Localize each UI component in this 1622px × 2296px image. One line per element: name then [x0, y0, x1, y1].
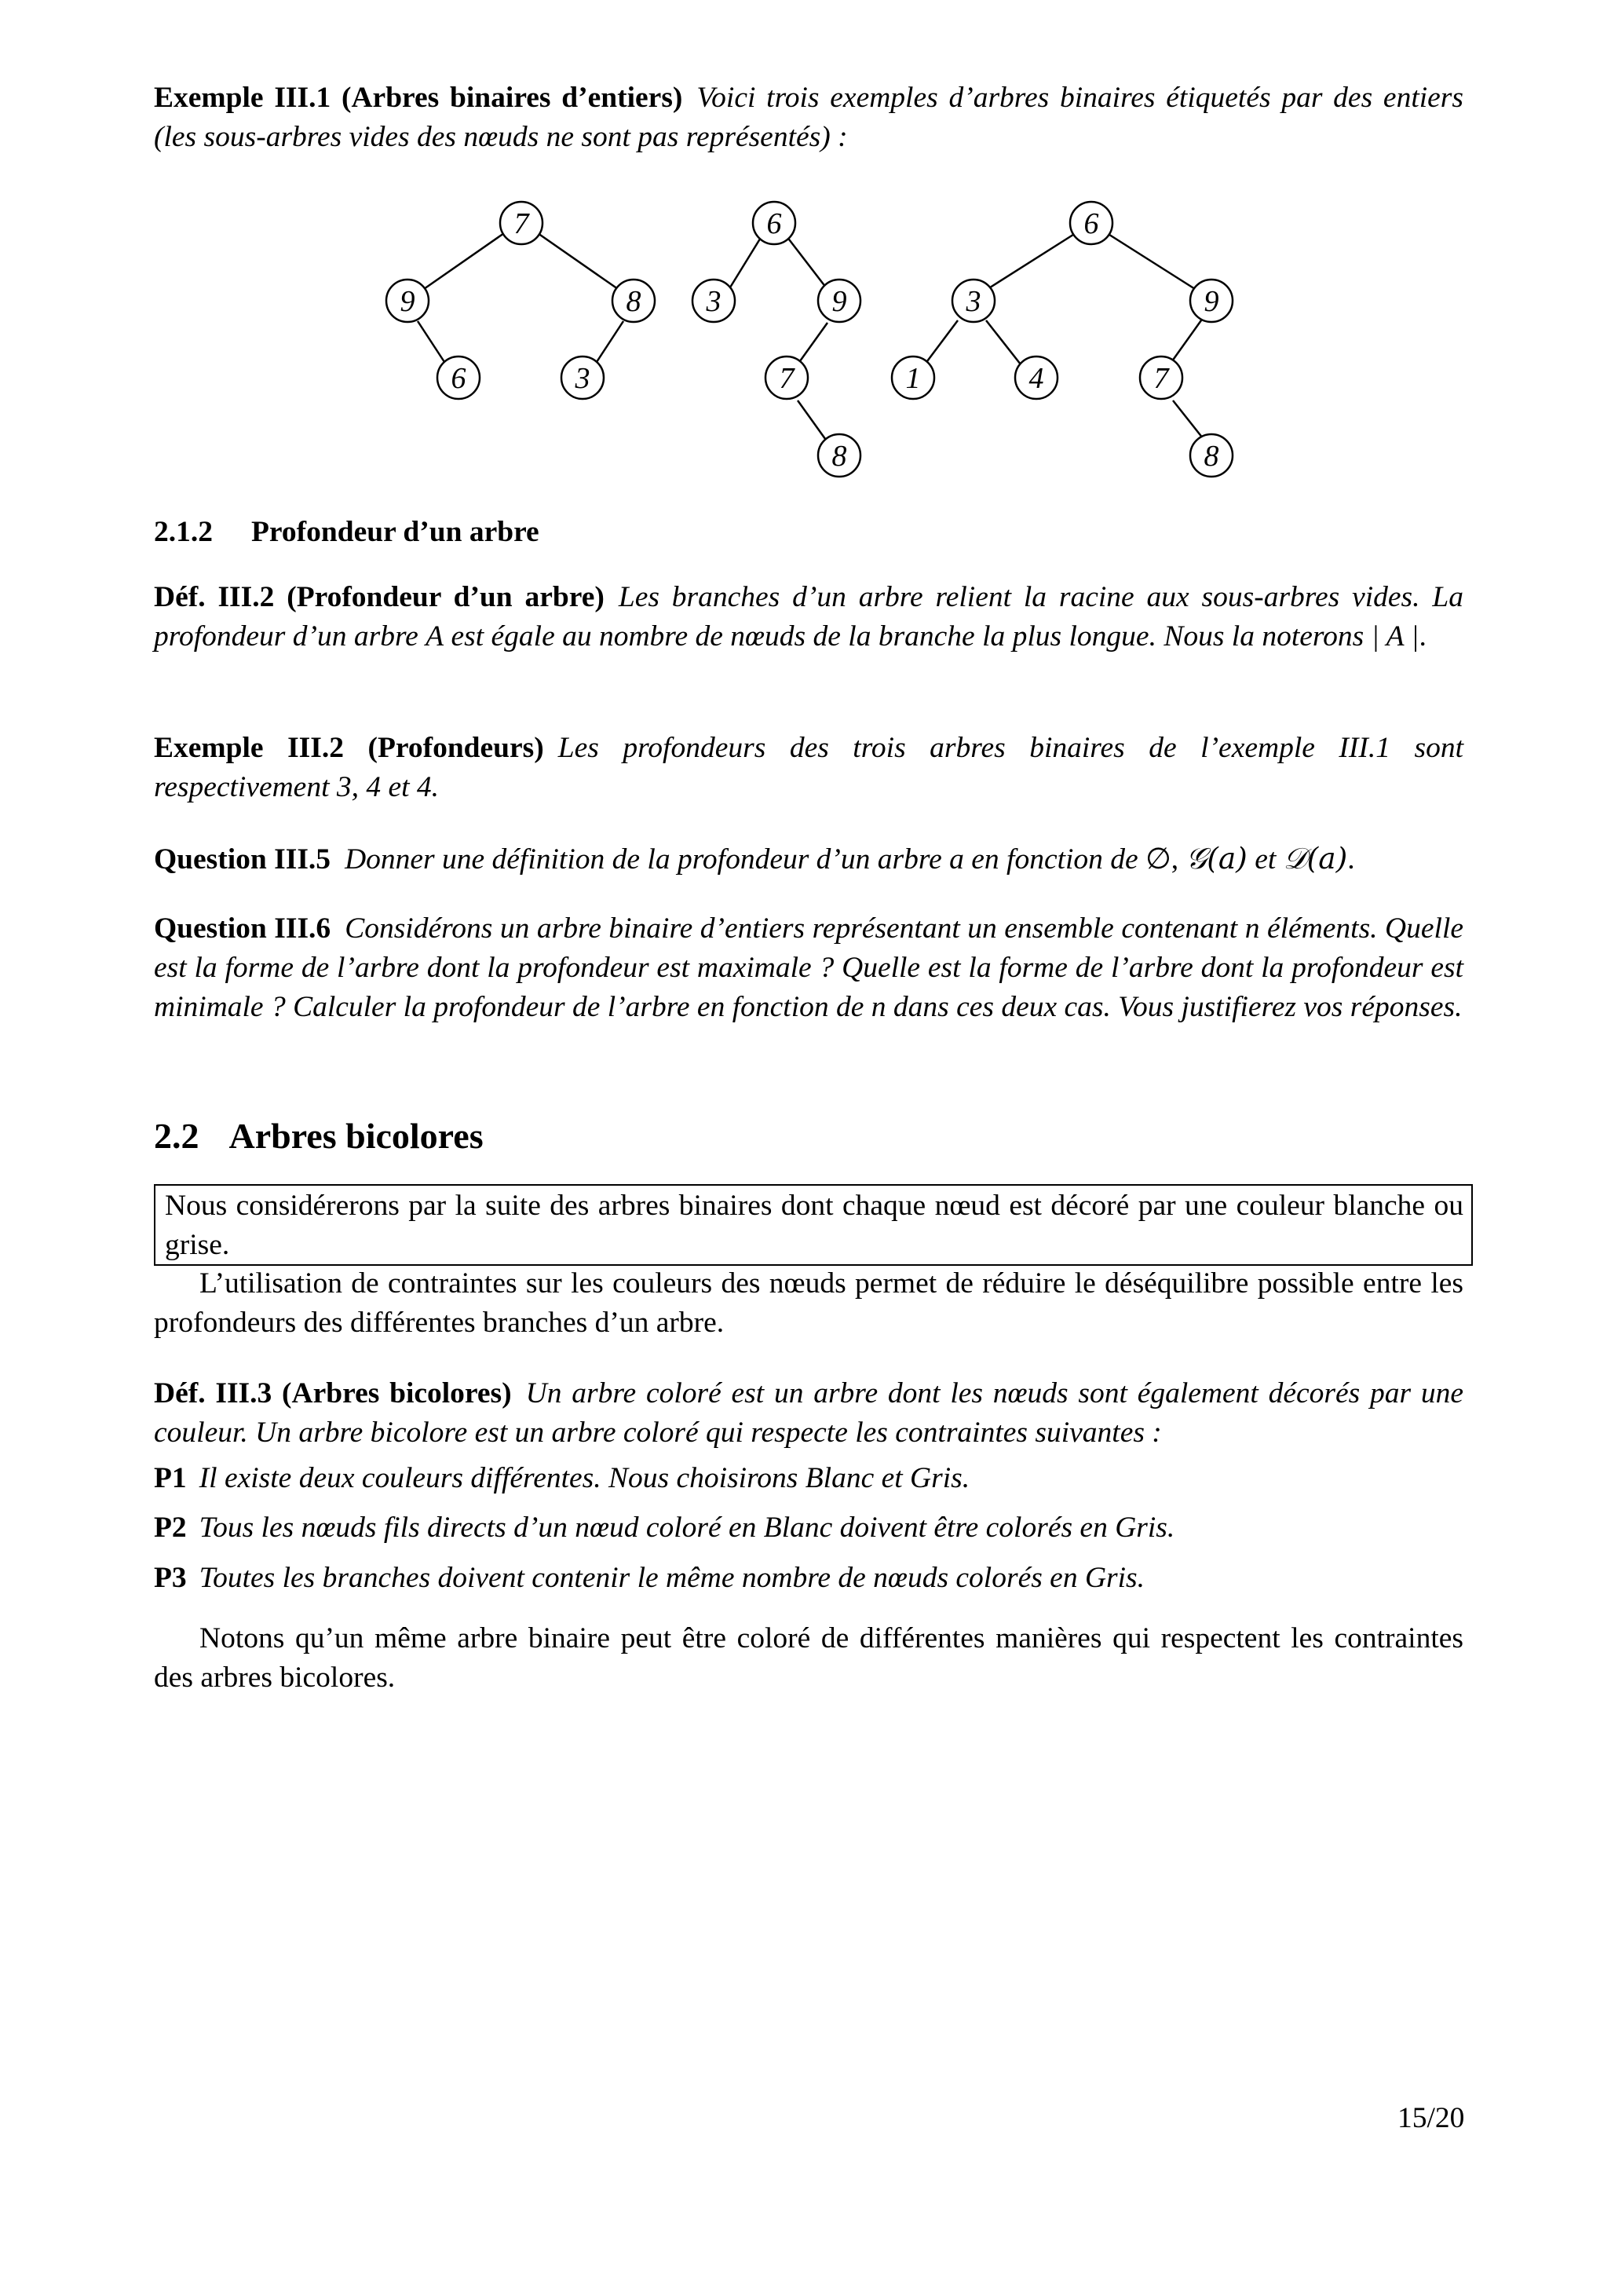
empty-set-symbol: ∅: [1145, 843, 1171, 876]
question-5-end: .: [1347, 843, 1355, 876]
tree1-node-label: 9: [400, 285, 415, 318]
tree3-edge: [986, 320, 1021, 364]
example-2-text: Les profondeurs des trois arbres binaires de l’exemple III.1 sont respectivement 3, 4 et 4.: [154, 732, 1463, 803]
property-label: P2: [154, 1512, 187, 1544]
property-text: Toutes les branches doivent contenir le même nombre de nœuds colorés en Gris.: [199, 1562, 1145, 1594]
question-5-sep: ,: [1171, 843, 1179, 876]
tree2-node-label: 7: [779, 362, 795, 395]
tree3-edge: [1107, 233, 1195, 289]
binary-trees-figure: [0, 0, 1622, 503]
question-6-paragraph: [154, 909, 1463, 1027]
tree2-node-label: 6: [766, 207, 782, 240]
tree3-node-label: 6: [1083, 207, 1099, 240]
question-5-label: Question III.5: [154, 843, 331, 876]
tree2-edge: [730, 236, 762, 287]
tree1-edge: [595, 321, 623, 364]
property-text: Tous les nœuds fils directs d’un nœud coloré en Blanc doivent être colorés en Gris.: [199, 1512, 1175, 1544]
example-2-label: Exemple III.2 (Profondeurs): [154, 732, 544, 764]
tree2-edge: [798, 400, 827, 442]
tree2-edge: [798, 323, 827, 364]
definition-2-end: .: [1419, 620, 1427, 653]
question-5-var: a: [949, 843, 964, 876]
page-number: 15/20: [1397, 2102, 1465, 2134]
tree1-node-label: 6: [451, 362, 466, 395]
example-2-paragraph: [154, 729, 1463, 807]
subsection-number: 2.1.2: [154, 516, 213, 548]
question-5-text-a: Donner une définition de la profondeur d’un arbre: [345, 843, 942, 876]
subsection-heading: [154, 515, 539, 549]
tree3-node-label: 3: [966, 285, 981, 318]
property-label: P3: [154, 1562, 187, 1594]
question-5-paragraph: [154, 839, 1463, 879]
definition-3-label: Déf. III.3 (Arbres bicolores): [154, 1377, 512, 1409]
constraints-paragraph: L’utilisation de contraintes sur les couleurs des nœuds permet de réduire le déséquilibre possible entre les profondeurs des différentes branches d’un arbre.: [154, 1267, 1463, 1339]
tree2-node-label: 3: [706, 285, 721, 318]
example-1-text: Voici trois exemples d’arbres binaires étiquetés par des entiers (les sous-arbres vides des nœuds ne sont pas représentés) :: [154, 82, 1463, 153]
tree3-edge: [1173, 400, 1206, 442]
definition-2-text-b: est égale au nombre de nœuds de la branche la plus longue. Nous la noterons: [451, 620, 1364, 653]
subsection-title: Profondeur d’un arbre: [251, 516, 539, 548]
question-6-label: Question III.6: [154, 912, 331, 945]
section-number: 2.2: [154, 1116, 199, 1156]
tree1-node-label: 7: [513, 207, 529, 240]
definition-2-paragraph: [154, 578, 1463, 656]
tree3-edge: [1170, 320, 1201, 364]
section-title: Arbres bicolores: [228, 1116, 484, 1156]
tree3-edge: [988, 233, 1076, 289]
question-5-et: et: [1255, 843, 1277, 876]
definition-2-label: Déf. III.2 (Profondeur d’un arbre): [154, 581, 605, 613]
definition-2-var: A: [426, 620, 444, 653]
property-item: [154, 1559, 1145, 1598]
property-text: Il existe deux couleurs différentes. Nous choisirons Blanc et Gris.: [199, 1462, 970, 1494]
depth-notation: | A |: [1371, 620, 1419, 653]
tree1-edge: [418, 321, 446, 364]
definition-3-paragraph: [154, 1374, 1463, 1453]
definition-2-text-a: Les branches d’un arbre relient la racine aux sous-arbres vides. La profondeur d’un arbre: [154, 581, 1463, 653]
tree3-node-label: 1: [905, 362, 921, 395]
tree3-edge: [925, 320, 958, 364]
tree3-node-label: 7: [1153, 362, 1169, 395]
property-item: [154, 1459, 970, 1498]
right-subtree-notation: 𝒟(a): [1283, 841, 1348, 876]
section-heading: [154, 1115, 484, 1157]
question-6-text-c: dans ces deux cas. Vous justifierez vos réponses.: [893, 991, 1463, 1023]
tree2-edge: [787, 236, 826, 287]
tree1-node-label: 3: [575, 362, 590, 395]
definition-3-text: Un arbre coloré est un arbre dont les nœuds sont également décorés par une couleur. Un arbre bicolore est un arbre coloré qui respecte les contraintes suivantes :: [154, 1377, 1463, 1449]
question-6-text-a: Considérons un arbre binaire d’entiers représentant un ensemble contenant: [345, 912, 1238, 945]
tree3-node-label: 9: [1204, 285, 1219, 318]
tree1-edge: [424, 233, 504, 289]
left-subtree-notation: 𝒢(a): [1185, 841, 1248, 876]
property-item: [154, 1508, 1174, 1548]
question-6-var-n2: n: [871, 991, 886, 1023]
example-1-label: Exemple III.1 (Arbres binaires d’entiers): [154, 82, 683, 114]
question-6-var-n: n: [1244, 912, 1260, 945]
tree3-node-label: 4: [1028, 362, 1044, 395]
boxed-note: Nous considérerons par la suite des arbres binaires dont chaque nœud est décoré par une couleur blanche ou grise.: [154, 1184, 1473, 1266]
final-paragraph: Notons qu’un même arbre binaire peut être coloré de différentes manières qui respectent les contraintes des arbres bicolores.: [154, 1622, 1463, 1694]
tree1-node-label: 8: [626, 285, 641, 318]
tree1-edge: [538, 233, 618, 289]
question-6-text-b: éléments. Quelle est la forme de l’arbre dont la profondeur est maximale ? Quelle est la forme de l’arbre dont la profondeur est minimale ? Calculer la profondeur de l’arbre en fonction de: [154, 912, 1464, 1023]
tree3-node-label: 8: [1204, 440, 1219, 473]
tree2-node-label: 8: [831, 440, 847, 473]
tree2-node-label: 9: [831, 285, 847, 318]
property-label: P1: [154, 1462, 187, 1494]
question-5-text-b: en fonction de: [971, 843, 1138, 876]
